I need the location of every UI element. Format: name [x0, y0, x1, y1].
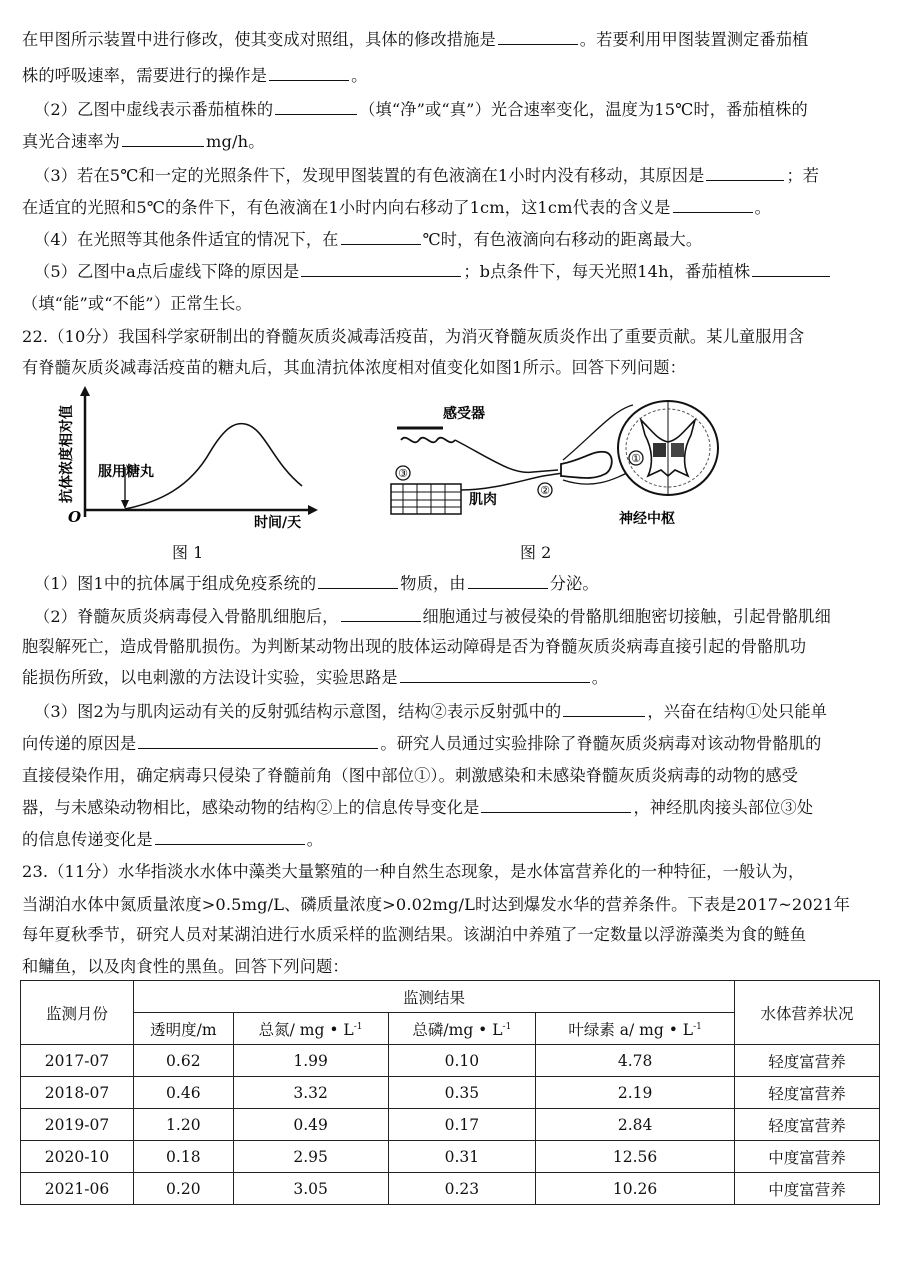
text-segment: 能损伤所致，以电刺激的方法设计实验，实验思路是 — [22, 668, 398, 687]
text-line — [22, 354, 876, 382]
answer-blank[interactable] — [400, 667, 590, 683]
cell-transparency: 0.18 — [134, 1141, 234, 1173]
text-segment: ；b点条件下，每天光照14h，番茄植株 — [463, 262, 751, 281]
text-segment: 器，与未感染动物相比，感染动物的结构②上的信息传导变化是 — [22, 798, 480, 817]
cell-month: 2021-06 — [21, 1173, 134, 1205]
text-line — [34, 226, 876, 254]
y-axis-label: 抗体浓度相对值 — [59, 405, 75, 503]
water-quality-table — [20, 980, 880, 1205]
text-line — [22, 826, 876, 854]
cell-chla: 12.56 — [536, 1141, 735, 1173]
answer-blank[interactable] — [122, 131, 204, 147]
text-segment: （3）图2为与肌肉运动有关的反射弧结构示意图，结构②表示反射弧中的 — [34, 702, 562, 721]
spinal-cord — [618, 401, 718, 495]
text-line — [22, 953, 876, 981]
text-segment: 分泌。 — [549, 574, 599, 593]
text-segment: 株的呼吸速率，需要进行的操作是 — [22, 66, 268, 85]
text-segment: （2）乙图中虚线表示番茄植株的 — [34, 100, 274, 119]
cell-transparency: 1.20 — [134, 1109, 234, 1141]
cell-chla: 2.19 — [536, 1077, 735, 1109]
text-segment: ，兴奋在结构①处只能单 — [647, 702, 828, 721]
answer-blank[interactable] — [341, 229, 421, 245]
cell-tp: 0.17 — [388, 1109, 536, 1141]
text-line — [22, 290, 876, 318]
table-header-row — [21, 981, 880, 1013]
text-segment: 。 — [306, 830, 324, 849]
text-segment: 和鳙鱼，以及肉食性的黑鱼。回答下列问题： — [22, 957, 349, 976]
cell-month: 2019-07 — [21, 1109, 134, 1141]
text-segment: 。研究人员通过实验排除了脊髓灰质炎病毒对该动物骨骼肌的 — [380, 734, 822, 753]
text-line — [22, 762, 876, 790]
text-line — [34, 603, 876, 631]
text-segment: 在适宜的光照和5℃的条件下，有色液滴在1小时内向右移动了1cm，这1cm代表的含义是 — [22, 198, 671, 217]
answer-blank[interactable] — [138, 733, 378, 749]
figure-1-caption: 图 1 — [172, 543, 204, 562]
answer-blank[interactable] — [468, 573, 548, 589]
cell-status: 轻度富营养 — [735, 1109, 880, 1141]
cell-tn: 0.49 — [233, 1109, 388, 1141]
cell-status: 中度富营养 — [735, 1141, 880, 1173]
text-segment: 物质，由 — [400, 574, 466, 593]
cell-tp: 0.23 — [388, 1173, 536, 1205]
text-line — [22, 633, 876, 661]
header-month: 监测月份 — [21, 981, 134, 1045]
text-segment: 向传递的原因是 — [22, 734, 137, 753]
receptor-ending — [401, 438, 455, 443]
x-axis-arrow — [308, 505, 318, 515]
table-body — [21, 1045, 880, 1205]
text-line — [34, 698, 876, 726]
mark-1: ① — [631, 452, 641, 465]
text-line — [22, 26, 876, 54]
cell-chla: 4.78 — [536, 1045, 735, 1077]
text-segment: （3）若在5℃和一定的光照条件下，发现甲图装置的有色液滴在1小时内没有移动，其原因是 — [34, 166, 705, 185]
cell-status: 轻度富营养 — [735, 1077, 880, 1109]
cell-tp: 0.31 — [388, 1141, 536, 1173]
text-segment: 直接侵染作用，确定病毒只侵染了脊髓前角（图中部位①）。刺激感染和未感染脊髓灰质炎病毒的动物的感受 — [22, 766, 799, 785]
text-line — [22, 794, 876, 822]
answer-blank[interactable] — [498, 29, 578, 45]
muscle-label: 肌肉 — [469, 492, 497, 508]
cell-month: 2017-07 — [21, 1045, 134, 1077]
table-row — [21, 1045, 880, 1077]
answer-blank[interactable] — [673, 197, 753, 213]
cell-chla: 2.84 — [536, 1109, 735, 1141]
answer-blank[interactable] — [752, 261, 830, 277]
answer-blank[interactable] — [318, 573, 398, 589]
text-line — [22, 921, 876, 949]
cell-transparency: 0.46 — [134, 1077, 234, 1109]
answer-blank[interactable] — [269, 65, 349, 81]
x-axis-label: 时间/天 — [254, 515, 302, 531]
cell-transparency: 0.62 — [134, 1045, 234, 1077]
text-segment: （1）图1中的抗体属于组成免疫系统的 — [34, 574, 317, 593]
cell-tn: 3.32 — [233, 1077, 388, 1109]
figure-2-caption: 图 2 — [520, 543, 552, 562]
text-line — [22, 62, 876, 90]
muscle-fibers — [391, 484, 461, 514]
answer-blank[interactable] — [155, 829, 305, 845]
cell-transparency: 0.20 — [134, 1173, 234, 1205]
answer-blank[interactable] — [275, 99, 357, 115]
cell-tn: 1.99 — [233, 1045, 388, 1077]
text-segment: （5）乙图中a点后虚线下降的原因是 — [34, 262, 300, 281]
text-segment: 23.（11分）水华指淡水水体中藻类大量繁殖的一种自然生态现象，是水体富营养化的一种特征，一般认为， — [22, 862, 805, 881]
mark-2: ② — [540, 484, 550, 497]
cell-tp: 0.35 — [388, 1077, 536, 1109]
cell-month: 2020-10 — [21, 1141, 134, 1173]
text-segment: 每年夏秋季节，研究人员对某湖泊进行水质采样的监测结果。该湖泊中养殖了一定数量以浮游藻类为食的鲢鱼 — [22, 925, 807, 944]
text-segment: 。 — [591, 668, 609, 687]
text-segment: 。 — [351, 66, 368, 85]
text-line — [34, 570, 876, 598]
dose-annotation: 服用糖丸 — [98, 464, 154, 480]
text-line — [22, 891, 876, 919]
answer-blank[interactable] — [706, 165, 784, 181]
text-line — [34, 96, 876, 124]
text-segment: 当湖泊水体中氮质量浓度>0.5mg/L、磷质量浓度>0.02mg/L时达到爆发水华的营养条件。下表是2017~2021年 — [22, 895, 851, 914]
cell-tn: 3.05 — [233, 1173, 388, 1205]
header-chlorophyll: 叶绿素 a/ mg • $L^{-1}$ — [536, 1013, 735, 1045]
text-segment: 真光合速率为 — [22, 132, 121, 151]
text-segment: （填“净”或“真”）光合速率变化，温度为15℃时，番茄植株的 — [359, 100, 808, 119]
text-segment: （2）脊髓灰质炎病毒侵入骨骼肌细胞后， — [34, 607, 339, 626]
answer-blank[interactable] — [481, 797, 631, 813]
header-results: 监测结果 — [134, 981, 735, 1013]
cell-month: 2018-07 — [21, 1077, 134, 1109]
mark-3: ③ — [398, 467, 408, 480]
text-segment: 胞裂解死亡，造成骨骼肌损伤。为判断某动物出现的肢体运动障碍是否为脊髓灰质炎病毒直接引起的骨骼肌功 — [22, 637, 807, 656]
text-line — [22, 664, 876, 692]
table-row — [21, 1077, 880, 1109]
text-segment: 。若要利用甲图装置测定番茄植 — [579, 30, 809, 49]
text-line — [22, 194, 876, 222]
text-segment: 有脊髓灰质炎减毒活疫苗的糖丸后，其血清抗体浓度相对值变化如图1所示。回答下列问题： — [22, 358, 686, 377]
cell-tn: 2.95 — [233, 1141, 388, 1173]
header-transparency: 透明度/m — [134, 1013, 234, 1045]
text-segment: ；若 — [786, 166, 820, 185]
text-segment: 在甲图所示装置中进行修改，使其变成对照组，具体的修改措施是 — [22, 30, 496, 49]
receptor-label: 感受器 — [443, 406, 485, 422]
figure-1-antibody-graph — [40, 382, 330, 532]
cns-label: 神经中枢 — [619, 511, 675, 527]
text-segment: 。 — [754, 198, 771, 217]
y-axis-arrow — [80, 386, 90, 396]
origin-label: O — [68, 508, 82, 526]
text-segment: 22.（10分）我国科学家研制出的脊髓灰质炎减毒活疫苗，为消灭脊髓灰质炎作出了重要贡献。某儿童服用含 — [22, 327, 805, 346]
cell-status: 中度富营养 — [735, 1173, 880, 1205]
text-segment: （填“能”或“不能”）正常生长。 — [22, 294, 252, 313]
text-line — [34, 258, 876, 286]
answer-blank[interactable] — [301, 261, 461, 277]
text-segment: 的信息传递变化是 — [22, 830, 153, 849]
header-total-phosphorus: 总磷/mg • $L^{-1}$ — [388, 1013, 536, 1045]
text-segment: mg/h。 — [206, 132, 265, 151]
text-line — [22, 128, 876, 156]
header-total-nitrogen: 总氮/ mg • $L^{-1}$ — [233, 1013, 388, 1045]
text-segment: ℃时，有色液滴向右移动的距离最大。 — [422, 230, 703, 249]
text-line — [22, 323, 876, 351]
cell-chla: 10.26 — [536, 1173, 735, 1205]
text-segment: （4）在光照等其他条件适宜的情况下，在 — [34, 230, 339, 249]
table-row — [21, 1141, 880, 1173]
afferent-nerve — [455, 440, 558, 472]
figure-2-reflex-arc — [383, 380, 723, 530]
answer-blank[interactable] — [341, 606, 421, 622]
text-line — [22, 730, 876, 758]
text-segment: 细胞通过与被侵染的骨骼肌细胞密切接触，引起骨骼肌细 — [422, 607, 831, 626]
text-line — [22, 858, 876, 886]
table-row — [21, 1109, 880, 1141]
header-status: 水体营养状况 — [735, 981, 880, 1045]
cell-tp: 0.10 — [388, 1045, 536, 1077]
table-row — [21, 1173, 880, 1205]
text-line — [34, 162, 876, 190]
answer-blank[interactable] — [563, 701, 645, 717]
cell-status: 轻度富营养 — [735, 1045, 880, 1077]
text-segment: ，神经肌肉接头部位③处 — [633, 798, 814, 817]
